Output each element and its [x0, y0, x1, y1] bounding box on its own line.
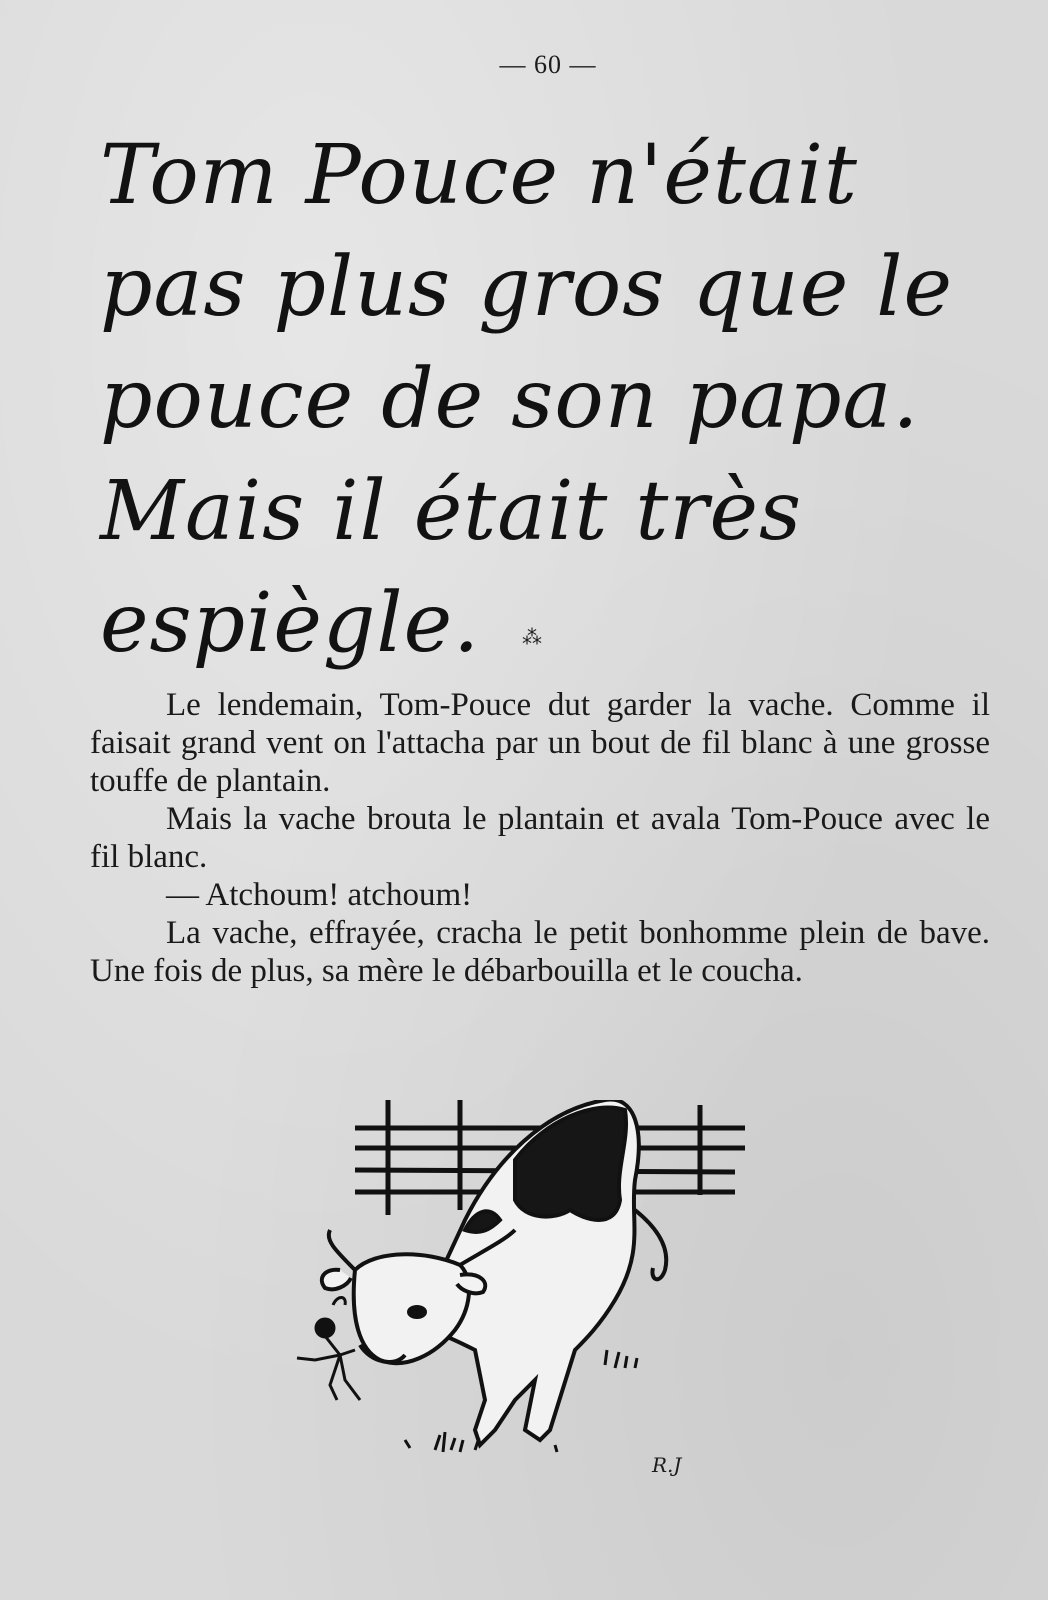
paragraph: La vache, effrayée, cracha le petit bonhomme plein de bave. Une fois de plus, sa mère le débarbouilla et le coucha. — [90, 915, 990, 989]
cow-drawing — [285, 1100, 755, 1500]
paragraph: — Atchoum! atchoum! — [166, 877, 473, 913]
handwritten-title: Tom Pouce n'était pas plus gros que le pouce de son papa. Mais il était très espiègle. — [100, 128, 954, 671]
asterism-separator: ⁂ — [522, 627, 542, 649]
tom-pouce-figure — [297, 1298, 360, 1401]
artist-signature: R.J — [652, 1453, 682, 1477]
cow — [322, 1100, 666, 1445]
paragraph: Mais la vache brouta le plantain et avala Tom-Pouce avec le fil blanc. — [90, 801, 990, 875]
cow-illustration — [285, 1100, 755, 1500]
page-number: — 60 — — [499, 50, 597, 79]
story-text — [90, 686, 990, 990]
paragraph: Le lendemain, Tom-Pouce dut garder la vache. Comme il faisait grand vent on l'attacha par un bout de fil blanc à une grosse touffe de plantain. — [90, 687, 990, 799]
